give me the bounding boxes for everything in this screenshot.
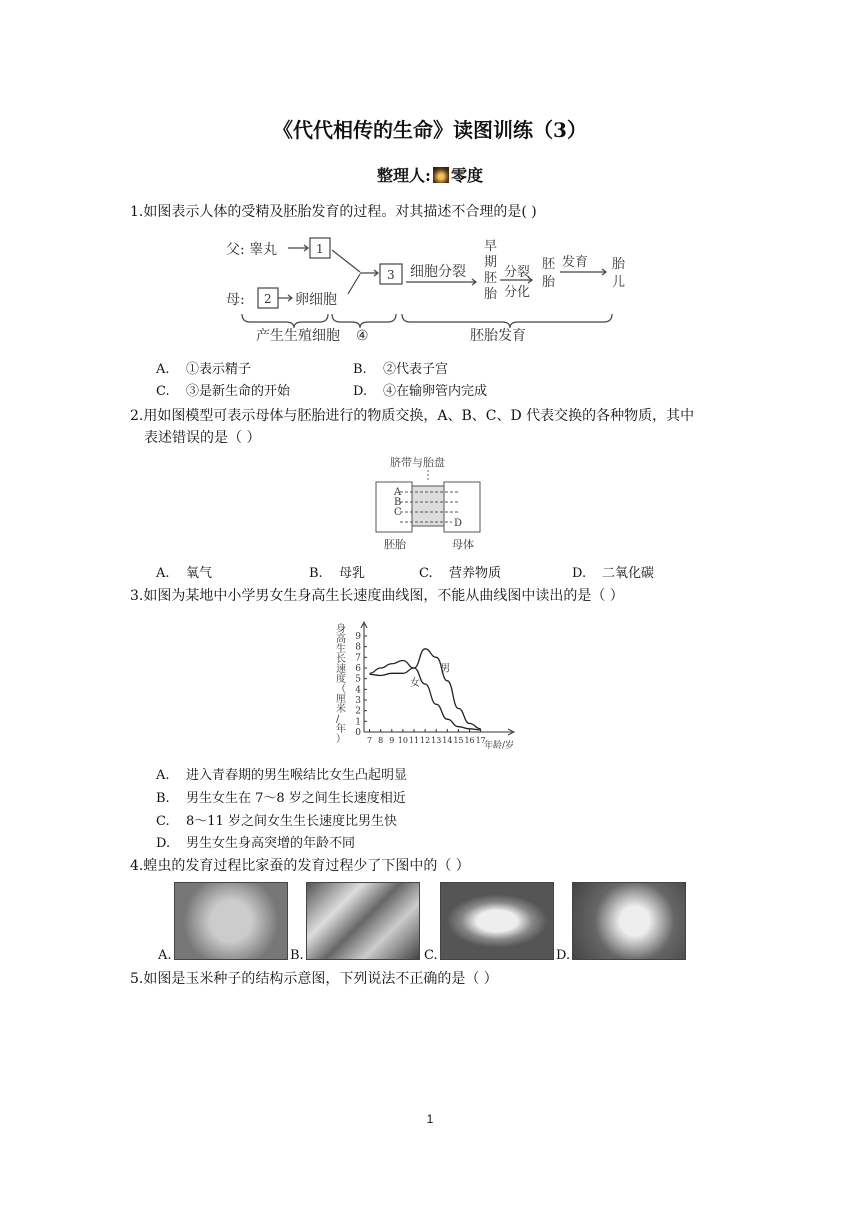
- x-tick-label: 14: [442, 736, 453, 745]
- q1-option-a[interactable]: A. ①表示精子: [156, 362, 252, 377]
- q3-option-a[interactable]: A. 进入青春期的男生喉结比女生凸起明显: [156, 768, 408, 783]
- q1-option-b[interactable]: B. ②代表子宫: [353, 362, 449, 377]
- larvae-photo[interactable]: [306, 882, 420, 960]
- avatar-icon: [433, 167, 449, 183]
- mother-label: 母:: [226, 292, 245, 308]
- y-axis-label-char: 高: [336, 634, 346, 645]
- y-axis-label-char: 速: [336, 664, 346, 675]
- x-tick-label: 16: [464, 736, 475, 745]
- x-tick-label: 10: [397, 736, 408, 745]
- y-axis-label-char: 厘: [336, 694, 346, 705]
- q4-label-d: D.: [556, 948, 571, 963]
- growth-rate-chart: [334, 618, 534, 756]
- embryo-label: 胚胎: [384, 538, 406, 551]
- y-tick-label: 5: [355, 674, 361, 685]
- egg-label: 卵细胞: [295, 292, 337, 308]
- embryo-2: 胎: [542, 275, 556, 290]
- series-line-boys: [370, 649, 481, 729]
- letter-a: A: [394, 487, 402, 498]
- letter-b: B: [394, 497, 402, 508]
- question-4-stem: 4.蝗虫的发育过程比家蚕的发育过程少了下图中的（ ）: [130, 858, 470, 874]
- y-tick-label: 0: [355, 728, 361, 738]
- box-3-label: 3: [387, 268, 395, 282]
- question-2-stem-2: 表述错误的是（ ）: [144, 430, 261, 446]
- y-axis-label-char: 度: [336, 674, 346, 685]
- box-2-label: 2: [264, 292, 272, 306]
- q2-option-c[interactable]: C. 营养物质: [419, 566, 502, 581]
- q3-option-d[interactable]: D. 男生女生身高突增的年龄不同: [156, 836, 356, 851]
- question-2-stem-1: 2.用如图模型可表示母体与胚胎进行的物质交换，A、B、C、D 代表交换的各种物质，其中: [130, 408, 695, 424]
- umbilical-label: 脐带与胎盘: [390, 456, 445, 469]
- y-axis-label-char: 米: [336, 704, 346, 715]
- step4-label: ④: [356, 328, 369, 344]
- question-3-stem: 3.如图为某地中小学男女生身高生长速度曲线图，不能从曲线图中读出的是（ ）: [130, 588, 624, 604]
- box-1-label: 1: [316, 242, 324, 256]
- x-tick-label: 15: [453, 736, 464, 745]
- y-axis-label-char: （: [336, 684, 346, 695]
- author-line: [0, 163, 860, 186]
- y-tick-label: 7: [355, 653, 361, 664]
- divide-label: 分裂: [504, 265, 531, 280]
- x-tick-label: 9: [389, 736, 395, 745]
- y-axis-label-char: /: [336, 714, 340, 725]
- differentiate-label: 分化: [504, 285, 531, 300]
- x-tick-label: 8: [378, 736, 384, 745]
- letter-c: C: [394, 507, 402, 518]
- question-1-stem: 1.如图表示人体的受精及胚胎发育的过程。对其描述不合理的是( ): [130, 204, 537, 220]
- page-title: 《代代相传的生命》读图训练（3）: [273, 118, 587, 142]
- y-tick-label: 4: [355, 685, 361, 696]
- page-number: 1: [426, 1112, 434, 1126]
- y-axis-label-char: 身: [336, 624, 346, 635]
- x-tick-label: 12: [420, 736, 431, 745]
- q4-label-b: B.: [290, 948, 304, 963]
- series-line-girls: [370, 661, 481, 730]
- fetus-1: 胎: [612, 257, 626, 272]
- question-5-stem: 5.如图是玉米种子的结构示意图，下列说法不正确的是（ ）: [130, 971, 498, 987]
- series-label-girls: 女: [410, 678, 420, 689]
- author-name: 零度: [450, 166, 483, 185]
- embryo-dev-label: 胚胎发育: [470, 328, 526, 344]
- y-axis-label-char: 生: [336, 644, 346, 655]
- early-embryo-3: 胚: [484, 271, 498, 286]
- y-tick-label: 8: [355, 642, 361, 653]
- fetus-2: 儿: [612, 275, 626, 290]
- fertilization-diagram: [220, 232, 640, 348]
- pupa-photo[interactable]: [440, 882, 554, 960]
- q2-option-d[interactable]: D. 二氧化碳: [572, 566, 655, 581]
- y-tick-label: 6: [355, 664, 361, 674]
- x-tick-label: 11: [408, 736, 420, 745]
- y-tick-label: 1: [355, 717, 361, 728]
- q3-option-b[interactable]: B. 男生女生在 7～8 岁之间生长速度相近: [156, 791, 406, 806]
- q1-option-d[interactable]: D. ④在输卵管内完成: [353, 384, 488, 399]
- gamete-label: 产生生殖细胞: [256, 328, 340, 344]
- y-tick-label: 2: [355, 706, 361, 717]
- y-tick-label: 9: [355, 632, 361, 642]
- q4-label-a: A.: [158, 948, 172, 963]
- x-axis-label: 年龄/岁: [484, 741, 515, 751]
- author-label: 整理人:: [377, 166, 431, 185]
- series-label-boys: 男: [440, 663, 451, 675]
- embryo-1: 胚: [542, 257, 556, 272]
- x-tick-label: 17: [475, 736, 486, 745]
- develop-label: 发育: [562, 255, 589, 270]
- mother-body-label: 母体: [452, 538, 474, 551]
- father-label: 父: 睾丸: [226, 242, 278, 258]
- letter-d: D: [454, 518, 463, 529]
- early-embryo-1: 早: [484, 239, 498, 254]
- q1-option-c[interactable]: C. ③是新生命的开始: [156, 384, 291, 399]
- eggs-photo[interactable]: [174, 882, 288, 960]
- early-embryo-4: 胎: [484, 287, 498, 302]
- moth-photo[interactable]: [572, 882, 686, 960]
- y-tick-label: 3: [355, 696, 361, 706]
- y-axis-label-char: 年: [336, 724, 346, 735]
- x-tick-label: 13: [431, 736, 442, 745]
- q4-label-c: C.: [424, 948, 438, 963]
- q2-option-a[interactable]: A. 氧气: [156, 566, 213, 581]
- y-axis-label-char: 长: [336, 654, 346, 665]
- early-embryo-2: 期: [484, 255, 498, 270]
- exchange-diagram: [370, 452, 490, 552]
- cell-division-label: 细胞分裂: [410, 264, 466, 280]
- x-tick-label: 7: [367, 736, 373, 745]
- q2-option-b[interactable]: B. 母乳: [309, 566, 366, 581]
- y-axis-label-char: ）: [336, 734, 346, 745]
- q3-option-c[interactable]: C. 8～11 岁之间女生生长速度比男生快: [156, 814, 397, 829]
